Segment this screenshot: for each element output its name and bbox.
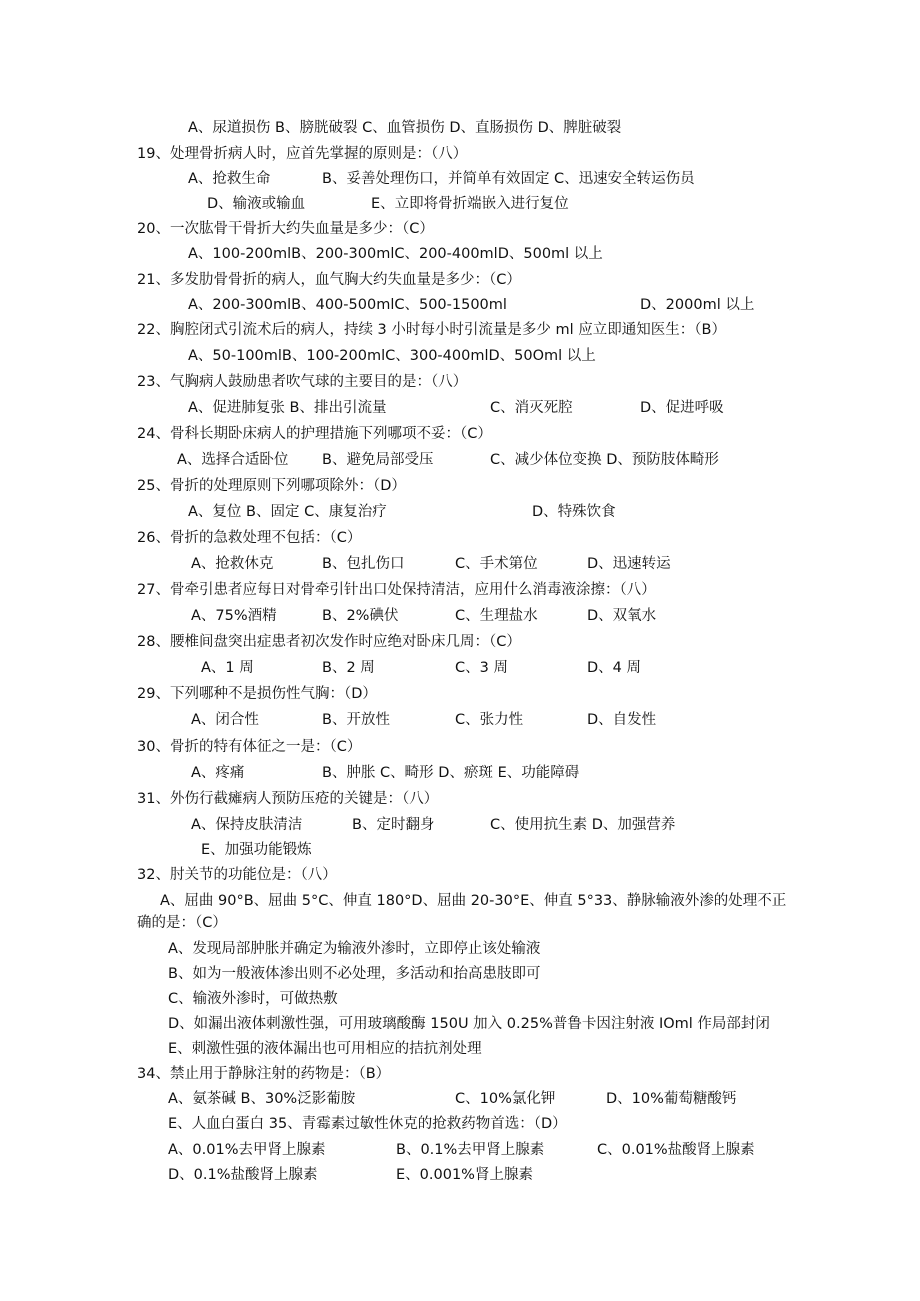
text-line: D、输液或输血 — [207, 196, 306, 212]
text-line: 28、腰椎间盘突出症患者初次发作时应绝对卧床几周：（C） — [137, 634, 521, 650]
text-line: C、张力性 — [455, 712, 524, 728]
text-line: B、如为一般液体渗出则不必处理，多活动和抬高患肢即可 — [168, 966, 541, 982]
text-line: A、200-300mlB、400-500mlC、500-1500ml — [188, 297, 507, 313]
text-line: D、10%葡萄糖酸钙 — [606, 1091, 737, 1107]
text-line: D、2000ml 以上 — [640, 297, 755, 313]
text-line: 29、下列哪种不是损伤性气胸：（D） — [137, 686, 377, 702]
text-line: D、4 周 — [587, 660, 641, 676]
text-line: B、妥善处理伤口，并简单有效固定 C、迅速安全转运伤员 — [322, 171, 695, 187]
text-line: 23、气胸病人鼓励患者吹气球的主要目的是：（八） — [137, 374, 468, 390]
text-line: E、人血白蛋白 35、青霉素过敏性休克的抢救药物首选：（D） — [168, 1116, 567, 1132]
text-line: A、抢救休克 — [191, 556, 274, 572]
text-line: A、尿道损伤 B、膀胱破裂 C、血管损伤 D、直肠损伤 D、脾脏破裂 — [188, 120, 622, 136]
text-line: A、氨茶碱 B、30%泛影葡胺 — [168, 1091, 356, 1107]
text-line: D、特殊饮食 — [532, 504, 616, 520]
text-line: A、抢救生命 — [188, 171, 271, 187]
text-line: 19、处理骨折病人时，应首先掌握的原则是：（八） — [137, 146, 468, 162]
text-line: D、自发性 — [587, 712, 657, 728]
text-line: B、2%碘伏 — [322, 608, 399, 624]
text-line: 26、骨折的急救处理不包括：（C） — [137, 530, 362, 546]
text-line: 30、骨折的特有体征之一是：（C） — [137, 739, 362, 755]
text-line: A、闭合性 — [191, 712, 259, 728]
text-line: C、消灭死腔 — [490, 400, 573, 416]
text-line: D、双氧水 — [587, 608, 657, 624]
text-line: 24、骨科长期卧床病人的护理措施下列哪项不妥：（C） — [137, 426, 492, 442]
text-line: 确的是：（C） — [137, 915, 227, 931]
text-line: B、包扎伤口 — [322, 556, 405, 572]
text-line: C、3 周 — [455, 660, 508, 676]
text-line: 25、骨折的处理原则下列哪项除外：（D） — [137, 478, 406, 494]
text-line: A、保持皮肤清洁 — [191, 817, 303, 833]
text-line: 31、外伤行截瘫病人预防压疮的关键是：（八） — [137, 791, 439, 807]
text-line: 32、肘关节的功能位是：（八） — [137, 867, 337, 883]
text-line: A、疼痛 — [191, 765, 245, 781]
text-line: A、选择合适卧位 — [177, 452, 289, 468]
text-line: E、0.001%肾上腺素 — [396, 1167, 533, 1183]
text-line: E、刺激性强的液体漏出也可用相应的拮抗剂处理 — [168, 1041, 482, 1057]
text-line: B、定时翻身 — [352, 817, 435, 833]
text-line: B、肿胀 C、畸形 D、瘀斑 E、功能障碍 — [322, 765, 580, 781]
text-line: A、1 周 — [201, 660, 254, 676]
text-line: C、手术第位 — [455, 556, 538, 572]
text-line: B、避免局部受压 — [322, 452, 434, 468]
text-line: D、如漏出液体刺激性强，可用玻璃酸酶 150U 加入 0.25%普鲁卡因注射液 IOml 作局部封闭 — [168, 1016, 770, 1032]
text-line: A、复位 B、固定 C、康复治疗 — [188, 504, 387, 520]
text-line: B、0.1%去甲肾上腺素 — [396, 1142, 545, 1158]
text-line: D、促进呼吸 — [640, 400, 724, 416]
text-line: 22、胸腔闭式引流术后的病人，持续 3 小时每小时引流量是多少 ml 应立即通知医生：（B） — [137, 322, 726, 338]
text-line: C、生理盐水 — [455, 608, 538, 624]
text-line: A、促进肺复张 B、排出引流量 — [188, 400, 387, 416]
text-line: A、50-100mlB、100-200mlC、300-400mlD、50Oml 以上 — [188, 348, 596, 364]
text-line: C、10%氯化钾 — [455, 1091, 556, 1107]
text-line: E、加强功能锻炼 — [201, 842, 312, 858]
text-line: C、0.01%盐酸肾上腺素 — [597, 1142, 755, 1158]
text-line: E、立即将骨折端嵌入进行复位 — [371, 196, 569, 212]
text-line: 20、一次肱骨干骨折大约失血量是多少：（C） — [137, 221, 434, 237]
text-line: A、0.01%去甲肾上腺素 — [168, 1142, 326, 1158]
text-line: 34、禁止用于静脉注射的药物是：（B） — [137, 1066, 391, 1082]
text-line: C、使用抗生素 D、加强营养 — [490, 817, 676, 833]
text-line: A、75%酒精 — [191, 608, 277, 624]
text-line: B、2 周 — [322, 660, 375, 676]
text-line: C、减少体位变换 D、预防肢体畸形 — [490, 452, 719, 468]
text-line: D、0.1%盐酸肾上腺素 — [168, 1167, 318, 1183]
text-line: A、发现局部肿胀并确定为输液外渗时，立即停止该处输液 — [168, 941, 541, 957]
text-line: 21、多发肋骨骨折的病人，血气胸大约失血量是多少：（C） — [137, 272, 521, 288]
text-line: B、开放性 — [322, 712, 390, 728]
text-line: 27、骨牵引患者应每日对骨牵引针出口处保持清洁，应用什么消毒液涂擦：（八） — [137, 582, 656, 598]
text-line: A、100-200mlB、200-300mlC、200-400mlD、500ml 以上 — [188, 246, 603, 262]
text-line: A、屈曲 90°B、屈曲 5°C、伸直 180°D、屈曲 20-30°E、伸直 5°33、静脉输液外渗的处理不正 — [160, 893, 787, 909]
text-line: C、输液外渗时，可做热敷 — [168, 991, 338, 1007]
text-line: D、迅速转运 — [587, 556, 671, 572]
